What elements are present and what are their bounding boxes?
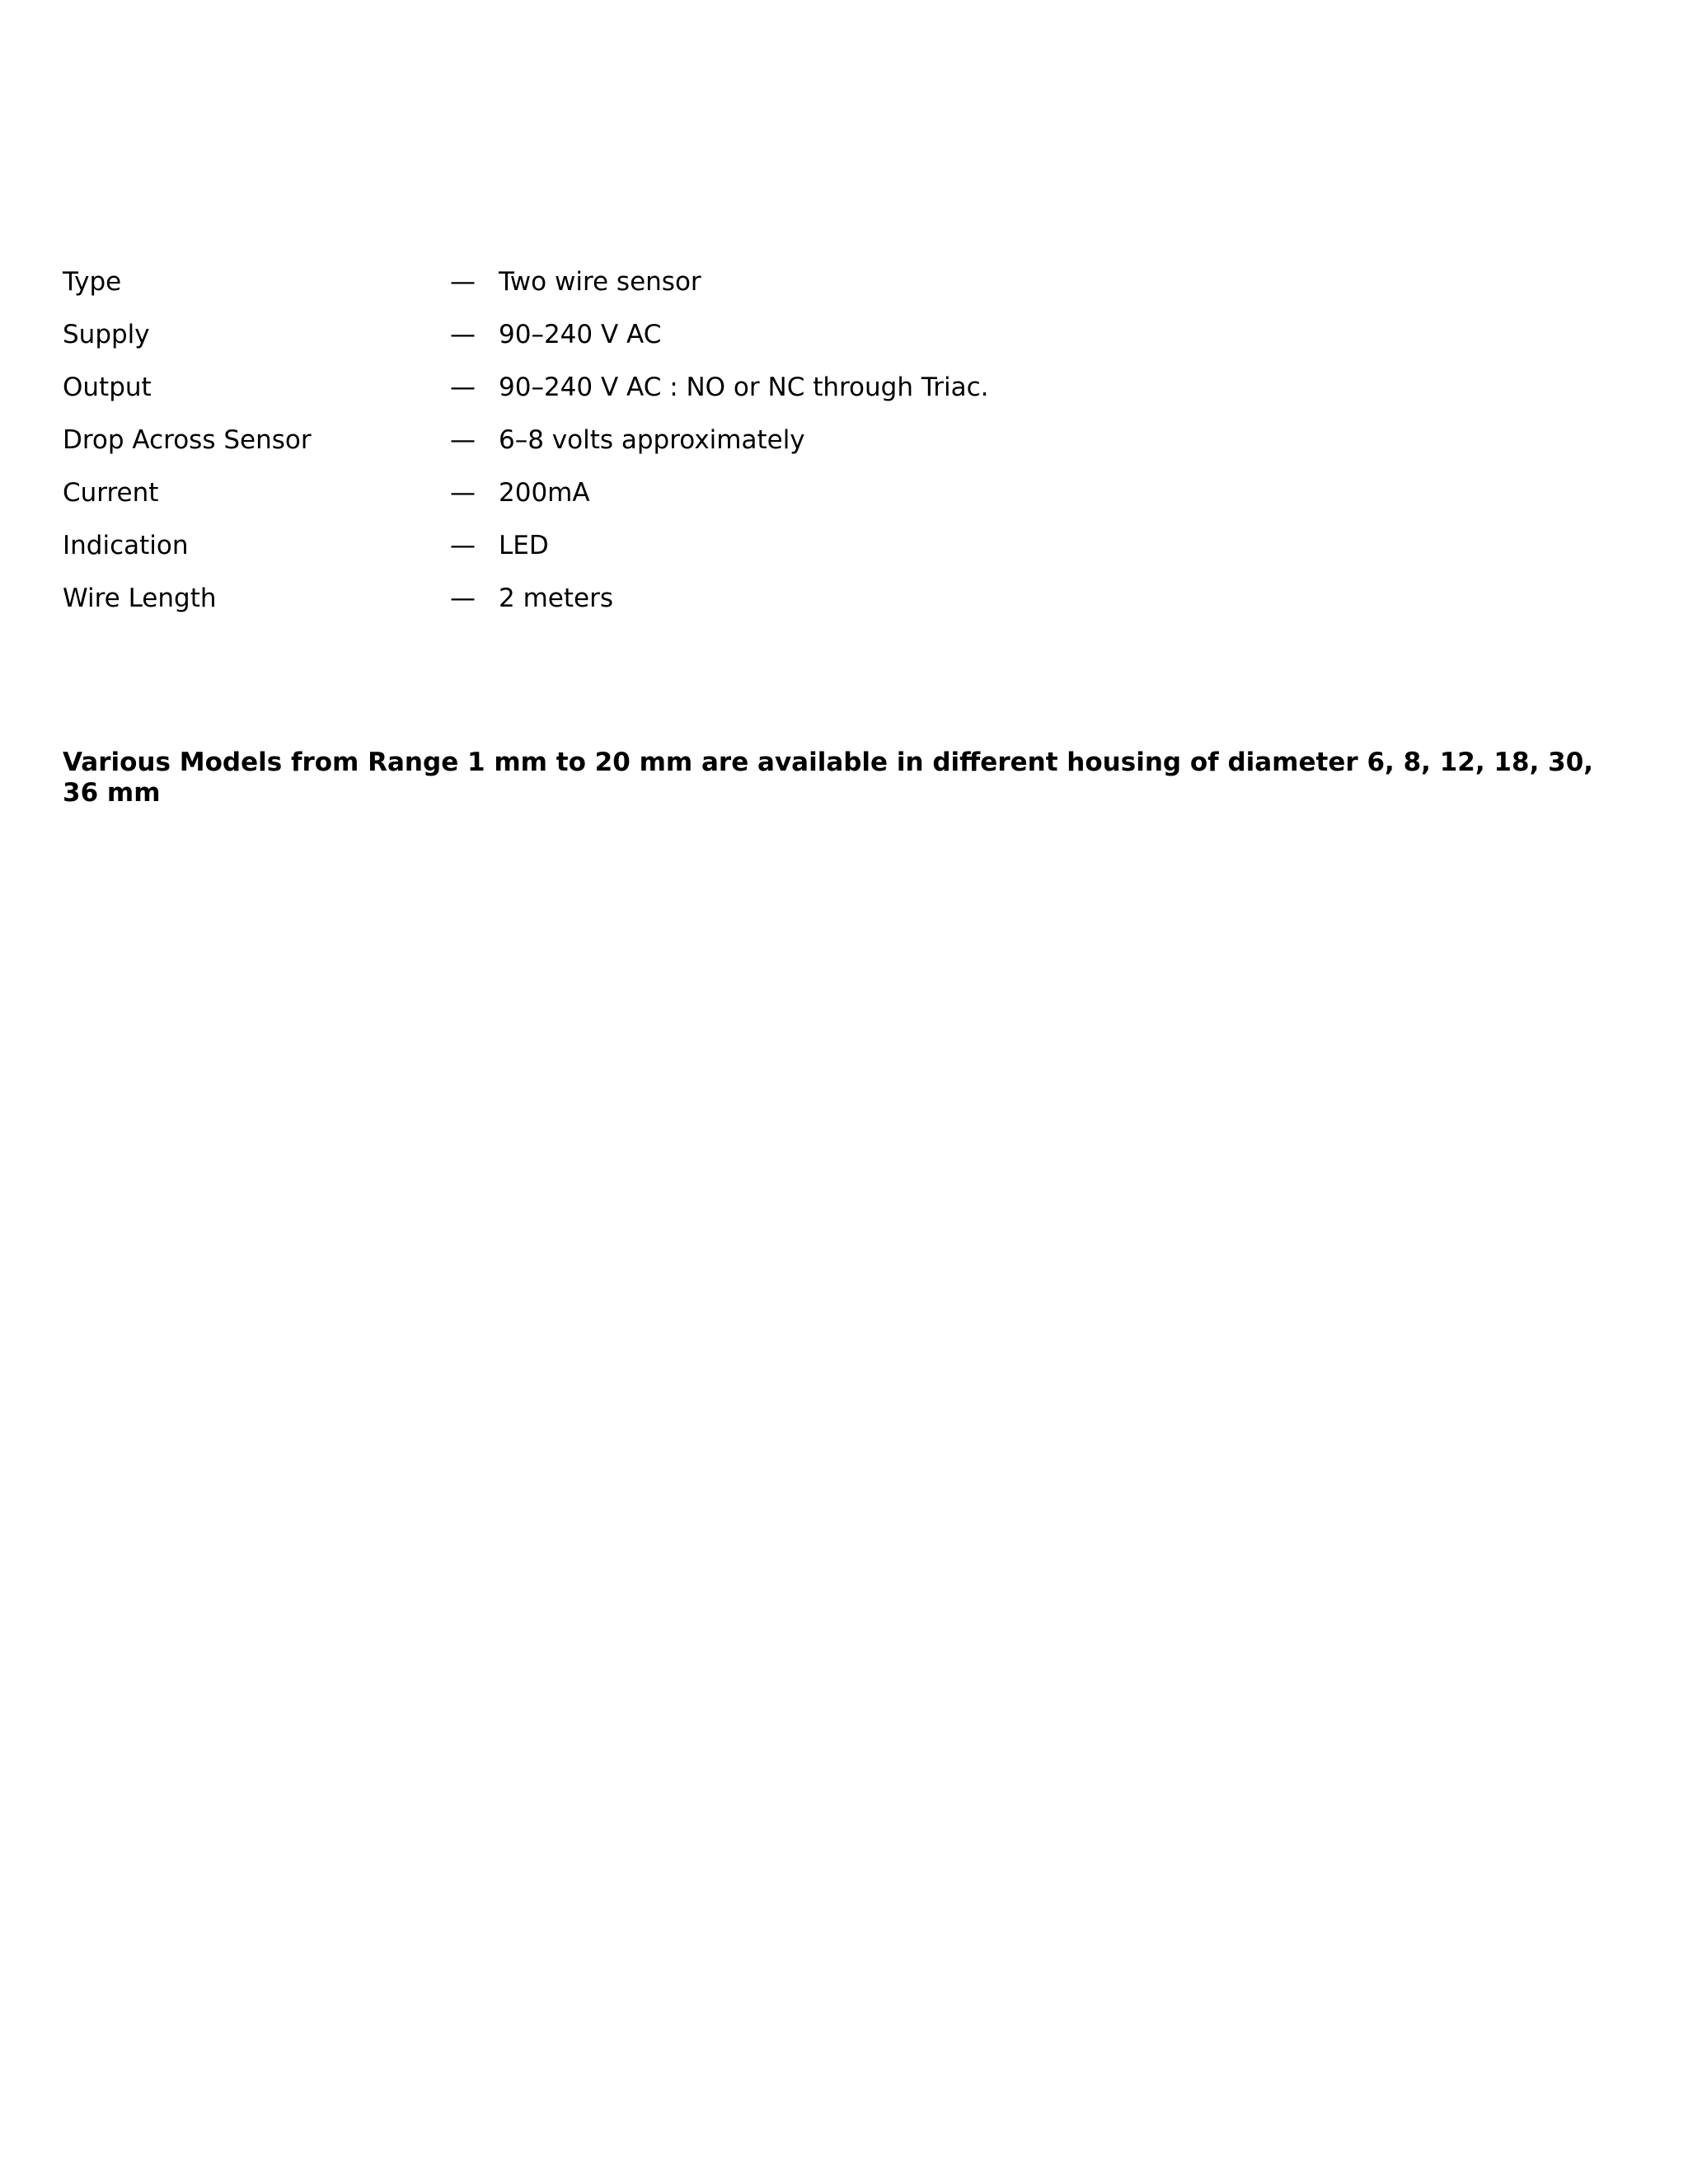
spec-label: Wire Length <box>63 583 217 613</box>
spec-table <box>63 255 1217 625</box>
spec-separator: — <box>450 531 476 560</box>
spec-label: Supply <box>63 320 150 349</box>
spec-row-wire-length <box>63 572 1217 625</box>
spec-value: 2 meters <box>499 583 613 613</box>
spec-row-output <box>63 361 1217 414</box>
spec-value: 90–240 V AC <box>499 320 662 349</box>
spec-row-indication <box>63 519 1217 572</box>
spec-label: Drop Across Sensor <box>63 425 312 455</box>
spec-row-type <box>63 255 1217 308</box>
models-note: Various Models from Range 1 mm to 20 mm are available in different housing of diameter 6, 8, 12, 18, 30, 36 mm <box>63 748 1594 808</box>
spec-separator: — <box>450 267 476 297</box>
spec-value: 6–8 volts approximately <box>499 425 805 455</box>
spec-value: Two wire sensor <box>499 267 701 297</box>
spec-row-drop-across-sensor <box>63 414 1217 466</box>
spec-value: 200mA <box>499 478 590 508</box>
spec-separator: — <box>450 425 476 455</box>
spec-separator: — <box>450 373 476 402</box>
spec-row-supply <box>63 308 1217 361</box>
spec-separator: — <box>450 320 476 349</box>
spec-label: Type <box>63 267 122 297</box>
spec-separator: — <box>450 583 476 613</box>
spec-value: 90–240 V AC : NO or NC through Triac. <box>499 373 989 402</box>
spec-label: Current <box>63 478 159 508</box>
spec-value: LED <box>499 531 549 560</box>
spec-label: Output <box>63 373 152 402</box>
spec-row-current <box>63 466 1217 519</box>
spec-separator: — <box>450 478 476 508</box>
spec-label: Indication <box>63 531 189 560</box>
